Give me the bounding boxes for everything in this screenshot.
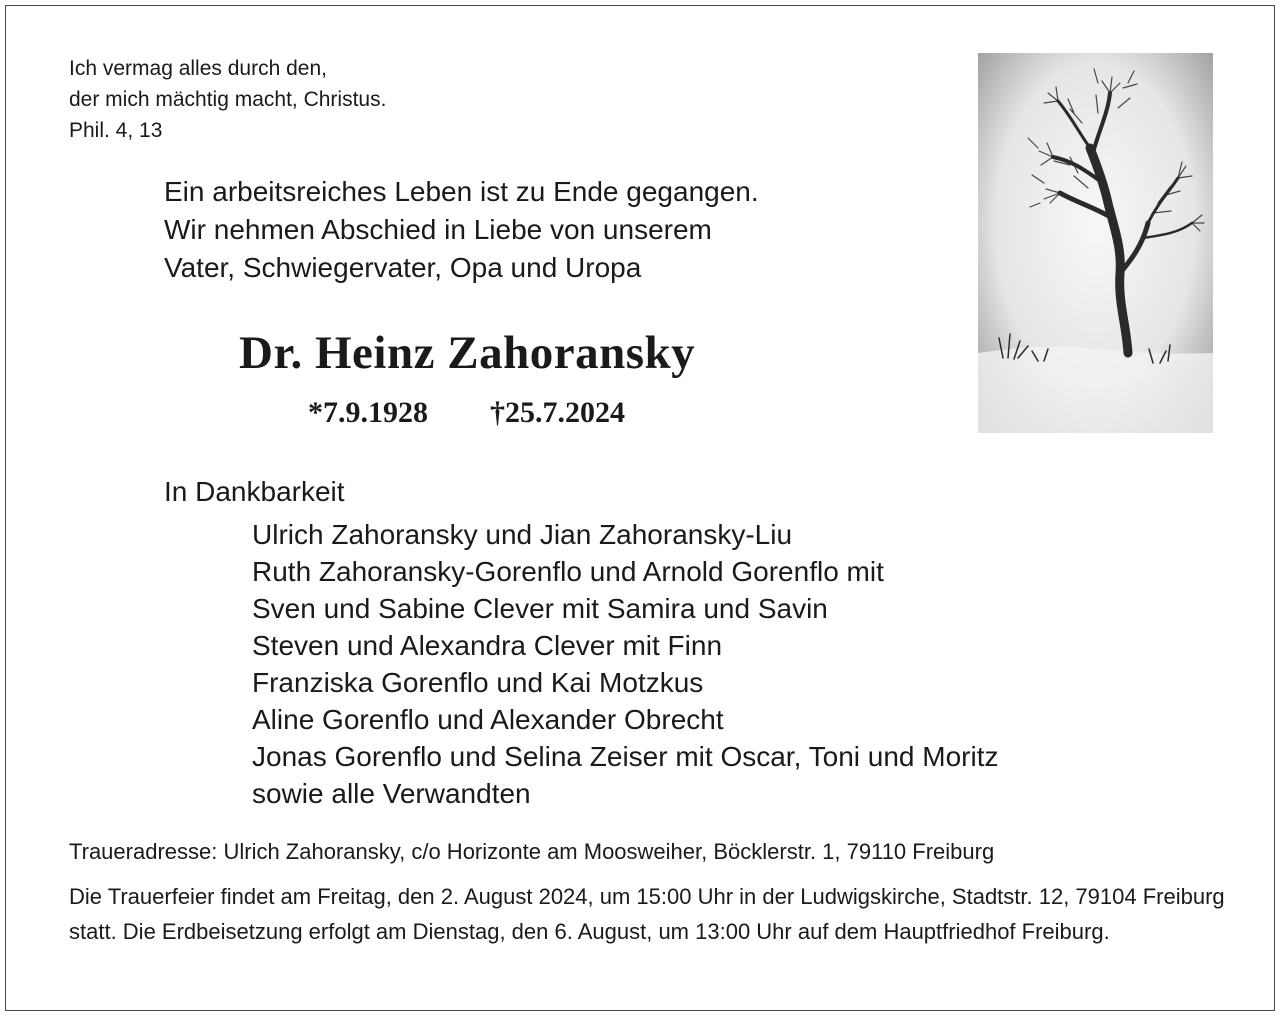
mourners-heading: In Dankbarkeit [164,476,345,507]
mourners-list [252,516,999,812]
mourner-line: Sven und Sabine Clever mit Samira und Savin [252,593,828,624]
funeral-details: Die Trauerfeier findet am Freitag, den 2. August 2024, um 15:00 Uhr in der Ludwigskirche, Stadtstr. 12, 79104 Freiburg statt. Die Erdbeisetzung erfolgt am Dienstag, den 6. August, um 13:00 Uhr auf dem Hauptfriedhof Freiburg. [69,884,1225,944]
mourner-line: Ulrich Zahoransky und Jian Zahoransky-Liu [252,519,793,550]
mourner-line: sowie alle Verwandten [252,778,531,809]
mourner-line: Franziska Gorenflo und Kai Motzkus [252,667,704,698]
mourner-line: Ruth Zahoransky-Gorenflo und Arnold Gorenflo mit [252,556,884,587]
verse-line: Ich vermag alles durch den, [69,57,327,80]
deceased-name: Dr. Heinz Zahoransky [239,327,696,379]
intro-line: Wir nehmen Abschied in Liebe von unserem [164,214,712,245]
intro-line: Ein arbeitsreiches Leben ist zu Ende gegangen. [164,176,759,207]
verse-line: der mich mächtig macht, Christus. [69,88,387,111]
death-date: †25.7.2024 [490,396,625,429]
mourning-address: Traueradresse: Ulrich Zahoransky, c/o Horizonte am Moosweiher, Böcklerstr. 1, 79110 Freiburg [69,839,995,864]
tree-illustration [978,53,1213,433]
mourner-line: Steven und Alexandra Clever mit Finn [252,630,723,661]
birth-date: *7.9.1928 [308,396,428,429]
mourner-line: Aline Gorenflo und Alexander Obrecht [252,704,724,735]
intro-line: Vater, Schwiegervater, Opa und Uropa [164,252,642,283]
winter-tree-photo [978,53,1213,433]
intro-text [164,173,759,287]
verse-reference: Phil. 4, 13 [69,119,163,142]
life-dates [308,396,625,430]
mourner-line: Jonas Gorenflo und Selina Zeiser mit Oscar, Toni und Moritz [252,741,999,772]
obituary-notice [5,5,1275,1011]
bible-verse [69,53,386,146]
